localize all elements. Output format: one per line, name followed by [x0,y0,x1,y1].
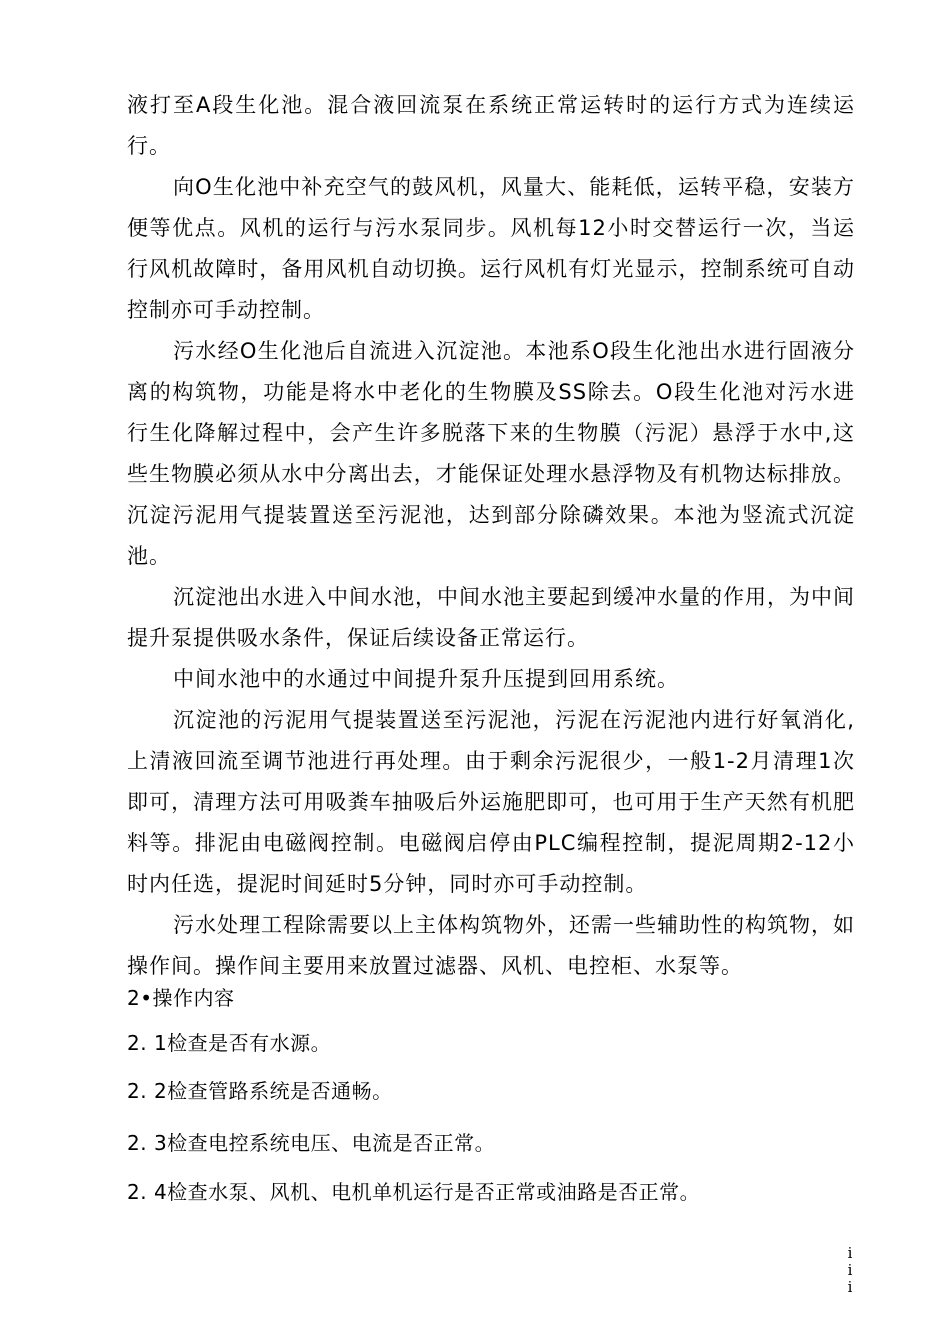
body-text [127,85,855,987]
paragraph-6: 沉淀池的污泥用气提装置送至污泥池，污泥在污泥池内进行好氧消化,上清液回流至调节池进行再处理。由于剩余污泥很少，一般1-2月清理1次即可，清理方法可用吸粪车抽吸后外运施肥即可，也可用于生产天然有机肥料等。排泥由电磁阀控制。电磁阀启停由PLC编程控制，提泥周期2-12小时内任选，提泥时间延时5分钟，同时亦可手动控制。 [127,708,855,896]
section-heading: 2•操作内容 [127,986,235,1010]
paragraph-1: 液打至A段生化池。混合液回流泵在系统正常运转时的运行方式为连续运行。 [127,93,855,158]
checklist-item-2: 2. 2检查管路系统是否通畅。 [127,1079,393,1103]
page-number: iii [847,1244,853,1296]
checklist-item-1: 2. 1检查是否有水源。 [127,1031,332,1055]
checklist-item-4: 2. 4检查水泵、风机、电机单机运行是否正常或油路是否正常。 [127,1180,701,1204]
paragraph-4: 沉淀池出水进入中间水池，中间水池主要起到缓冲水量的作用，为中间提升泵提供吸水条件，保证后续设备正常运行。 [127,585,855,650]
paragraph-5: 中间水池中的水通过中间提升泵升压提到回用系统。 [173,667,679,691]
paragraph-7: 污水处理工程除需要以上主体构筑物外，还需一些辅助性的构筑物，如操作间。操作间主要用来放置过滤器、风机、电控柜、水泵等。 [127,913,855,978]
checklist-item-3: 2. 3检查电控系统电压、电流是否正常。 [127,1131,496,1155]
paragraph-3: 污水经O生化池后自流进入沉淀池。本池系O段生化池出水进行固液分离的构筑物，功能是将水中老化的生物膜及SS除去。O段生化池对污水进行生化降解过程中，会产生许多脱落下来的生物膜（污泥）悬浮于水中,这些生物膜必须从水中分离出去，才能保证处理水悬浮物及有机物达标排放。沉淀污泥用气提装置送至污泥池，达到部分除磷效果。本池为竖流式沉淀池。 [127,339,855,568]
paragraph-2: 向O生化池中补充空气的鼓风机，风量大、能耗低，运转平稳，安装方便等优点。风机的运行与污水泵同步。风机每12小时交替运行一次，当运行风机故障时，备用风机自动切换。运行风机有灯光显示，控制系统可自动控制亦可手动控制。 [127,175,855,322]
